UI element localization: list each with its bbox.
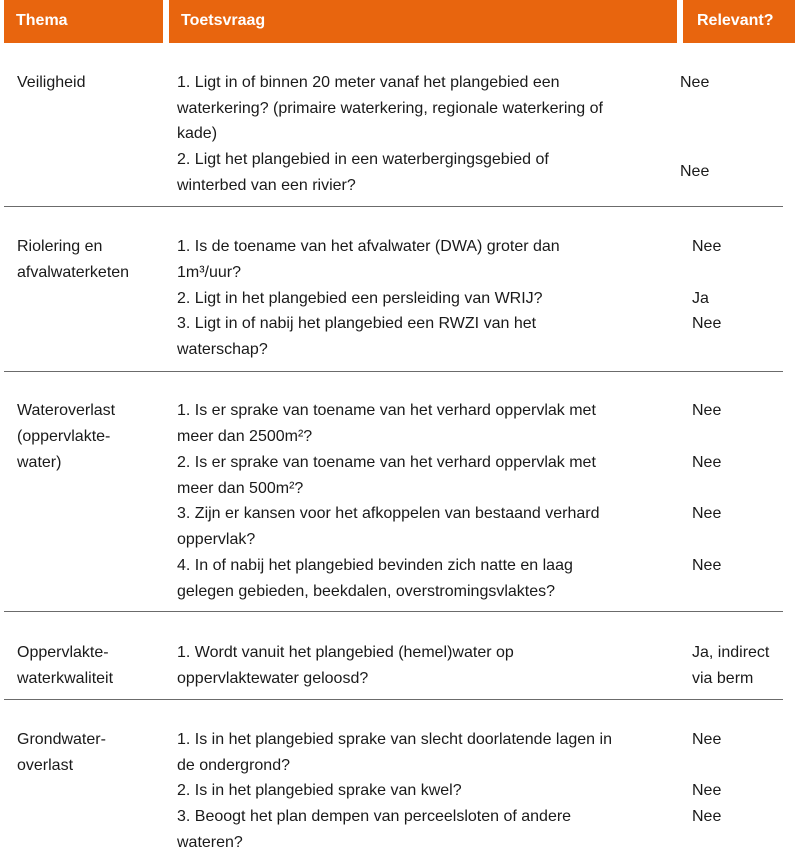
question-text: 3. Beoogt het plan dempen van perceelsloten of andere wateren? — [177, 808, 572, 851]
row-divider — [4, 206, 783, 207]
column-header-toetsvraag: Toetsvraag — [169, 0, 677, 43]
question-answer: Nee — [692, 238, 722, 255]
question-answer: Nee — [692, 557, 722, 574]
question-text: 3. Ligt in of nabij het plangebied een RWZI van het waterschap? — [177, 315, 537, 358]
question-text: 2. Is er sprake van toename van het verhard oppervlak met meer dan 500m²? — [177, 454, 596, 497]
column-header-thema: Thema — [4, 0, 163, 43]
question-answer: Nee — [680, 163, 710, 180]
question-answer: Nee — [692, 808, 722, 825]
question-text: 2. Ligt het plangebied in een waterbergingsgebied of winterbed van een rivier? — [177, 151, 549, 194]
question-text: 4. In of nabij het plangebied bevinden zich natte en laag gelegen gebieden, beekdalen, overstromingsvlaktes? — [177, 557, 573, 600]
question-answer: Nee — [692, 731, 722, 748]
question-text: 3. Zijn er kansen voor het afkoppelen van bestaand verhard oppervlak? — [177, 505, 600, 548]
question-answer: Nee — [680, 74, 710, 91]
row-thema: Veiligheid — [17, 74, 86, 91]
question-answer: Nee — [692, 782, 722, 799]
question-answer: Nee — [692, 505, 722, 522]
question-text: 1. Is in het plangebied sprake van slecht doorlatende lagen in de ondergrond? — [177, 731, 612, 774]
question-text: 2. Is in het plangebied sprake van kwel? — [177, 782, 462, 799]
row-divider — [4, 371, 783, 372]
question-text: 2. Ligt in het plangebied een persleiding van WRIJ? — [177, 290, 543, 307]
row-divider — [4, 611, 783, 612]
row-thema: Wateroverlast (oppervlakte- water) — [17, 402, 116, 471]
question-text: 1. Is de toename van het afvalwater (DWA) groter dan 1m³/uur? — [177, 238, 560, 281]
column-header-relevant: Relevant? — [683, 0, 795, 43]
question-text: 1. Wordt vanuit het plangebied (hemel)water op oppervlaktewater geloosd? — [177, 644, 514, 687]
question-answer: Nee — [692, 315, 722, 332]
row-divider — [4, 699, 783, 700]
question-answer: Ja — [692, 290, 709, 307]
question-text: 1. Is er sprake van toename van het verhard oppervlak met meer dan 2500m²? — [177, 402, 596, 445]
question-answer: Nee — [692, 454, 722, 471]
row-thema: Grondwater- overlast — [17, 731, 106, 774]
question-text: 1. Ligt in of binnen 20 meter vanaf het plangebied een waterkering? (primaire waterkering, regionale waterkering of kade) — [177, 74, 603, 142]
question-answer: Nee — [692, 402, 722, 419]
row-thema: Oppervlakte- waterkwaliteit — [17, 644, 114, 687]
row-thema: Riolering en afvalwaterketen — [17, 238, 130, 281]
question-answer: Ja, indirect via berm — [692, 644, 770, 687]
